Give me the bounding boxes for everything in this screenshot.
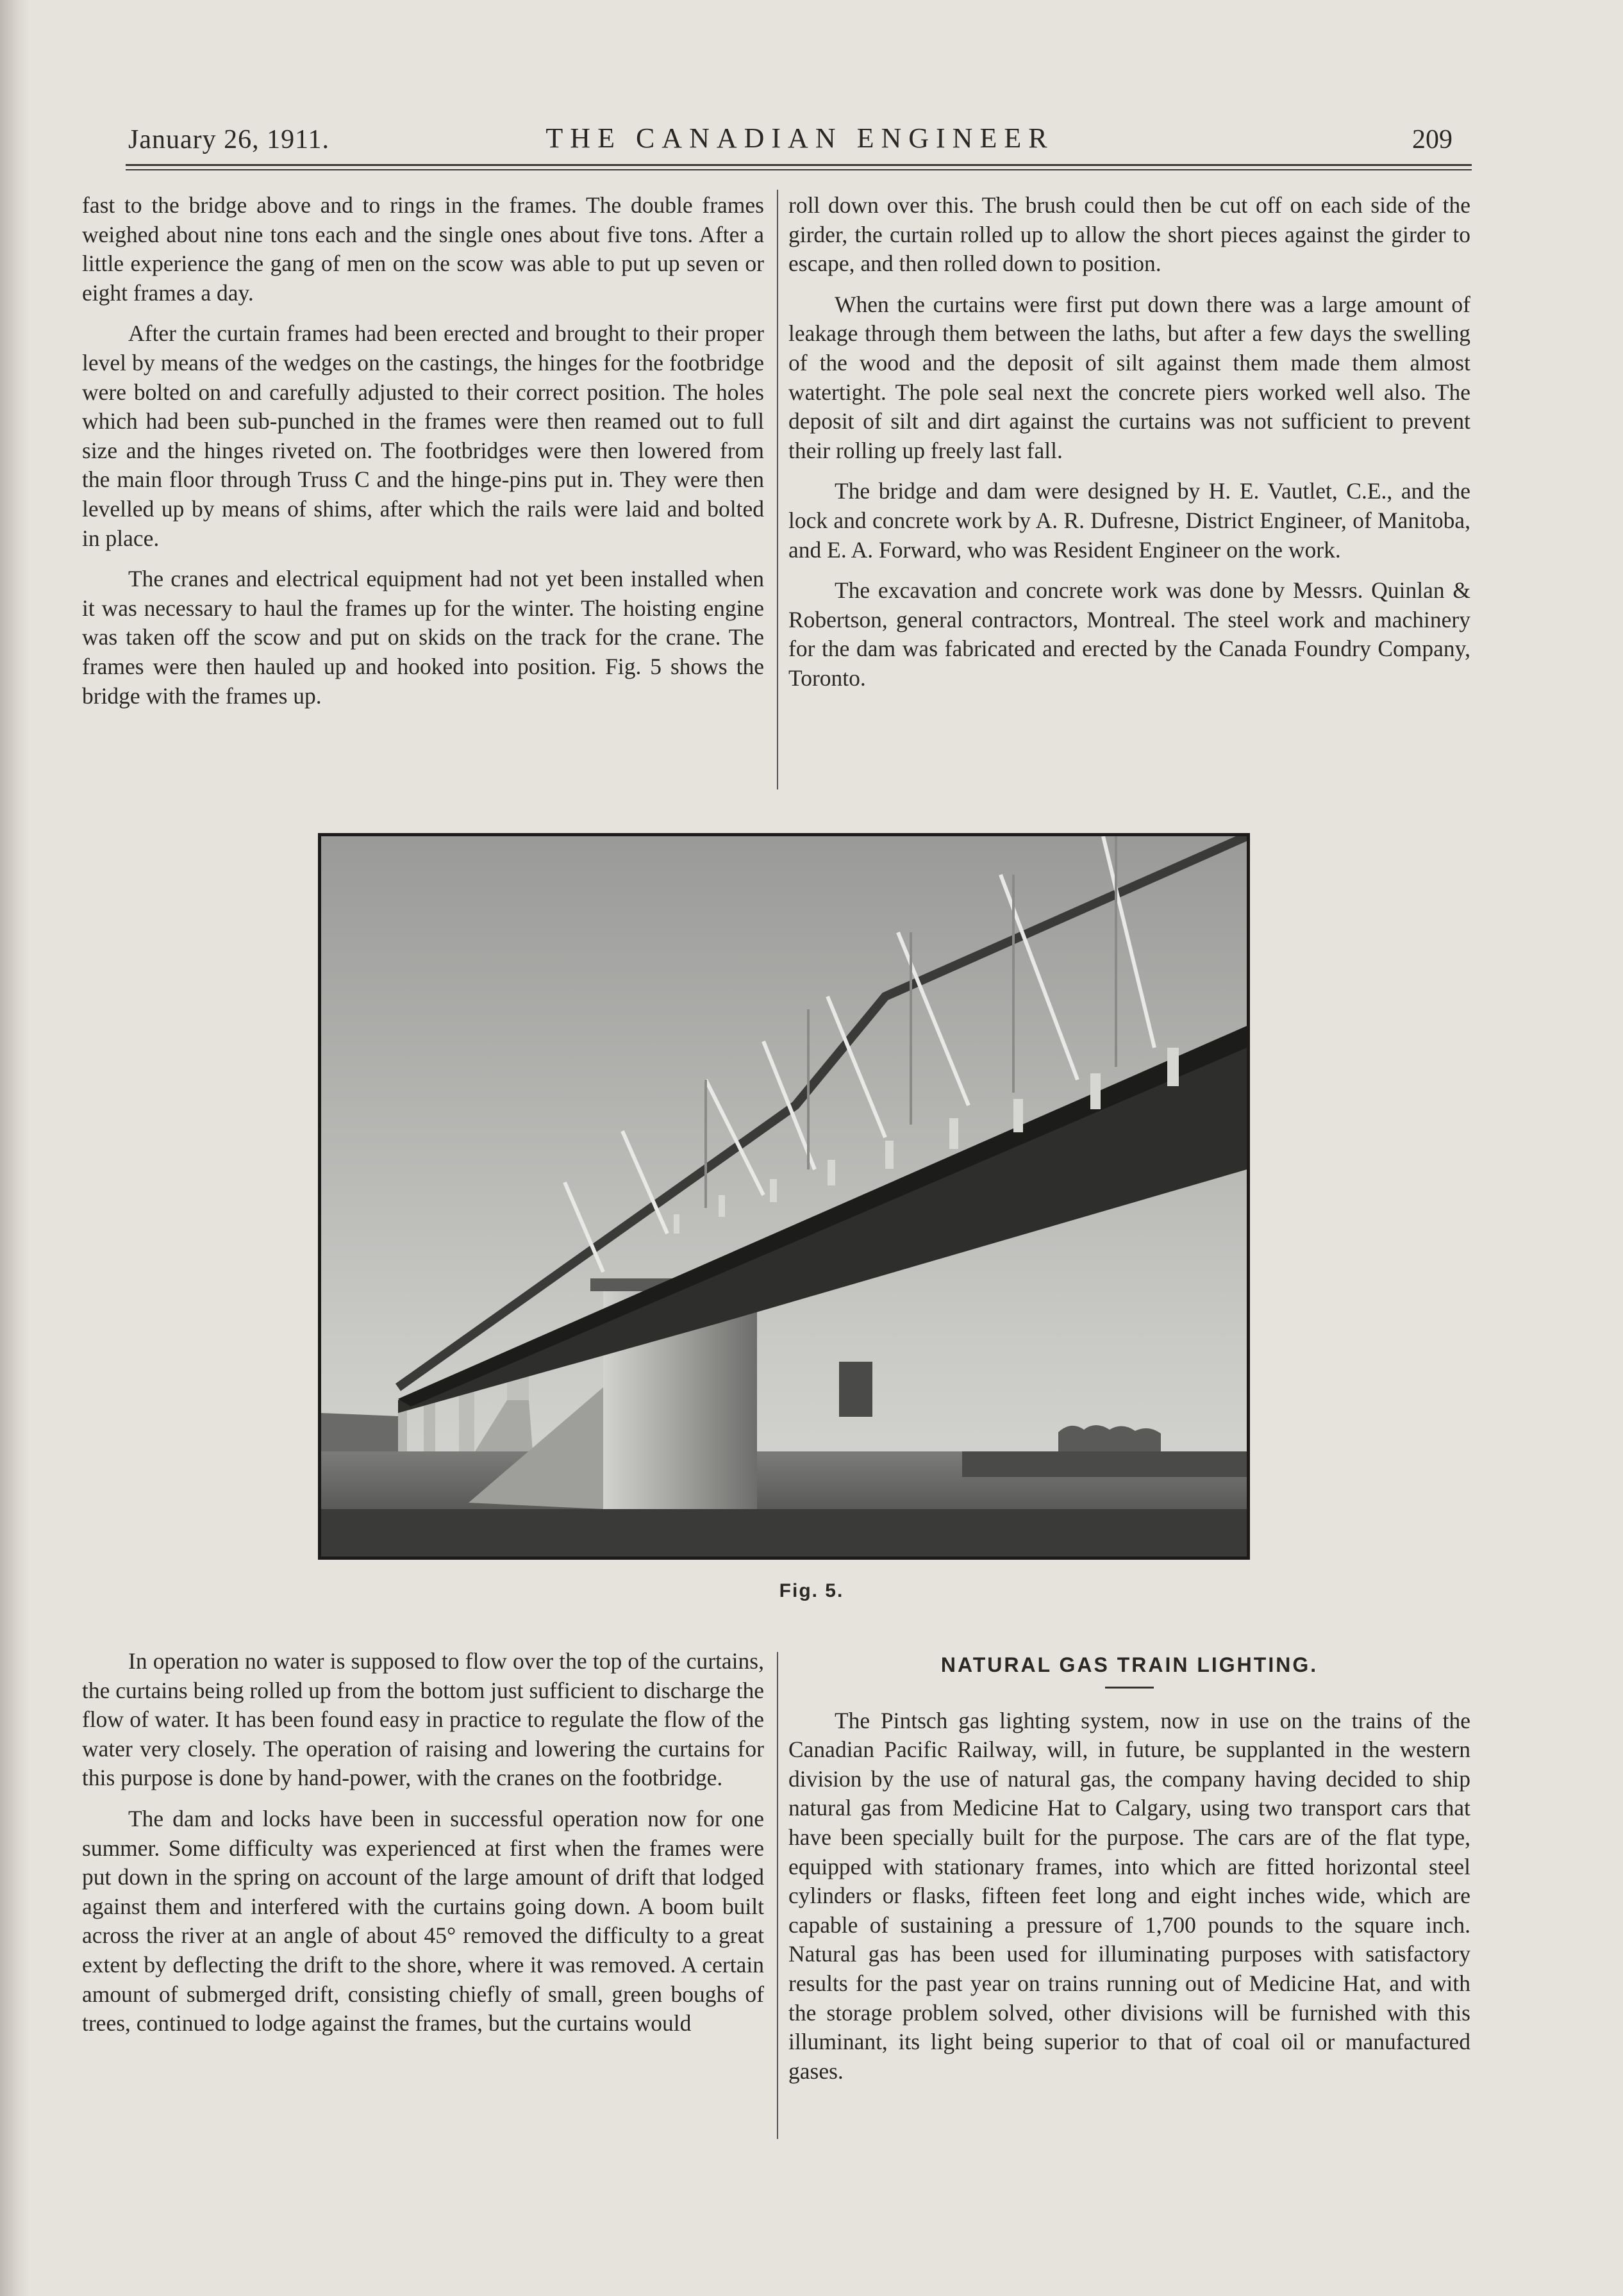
- paragraph: The bridge and dam were designed by H. E. Vautlet, C.E., and the lock and concrete work by A. R. Dufresne, District Engineer, of Manitoba, and E. A. Forward, who was Resident Engineer on the work.: [788, 478, 1470, 563]
- paragraph: When the curtains were first put down there was a large amount of leakage through them between the laths, but after a few days the swelling of the wood and the deposit of silt against them made them almost watertight. The pole seal next the concrete piers worked well also. The deposit of silt and dirt against the curtains was not sufficient to prevent their rolling up freely last fall.: [788, 291, 1470, 463]
- bridge-photograph: [318, 833, 1250, 1560]
- paragraph: After the curtain frames had been erected and brought to their proper level by means of the wedges on the castings, the hinges for the footbridge were bolted on and carefully adjusted to their correct position. The holes which had been sub-punched in the frames were then reamed out to full size and the hinges riveted on. The footbridges were then lowered from the main floor through Truss C and the hinge-pins put in. They were then levelled up by means of shims, after which the rails were laid and bolted in place.: [82, 320, 764, 551]
- article-title: NATURAL GAS TRAIN LIGHTING.: [940, 1653, 1319, 1676]
- paragraph: roll down over this. The brush could then be cut off on each side of the girder, the curtain rolled up to allow the short pieces against the girder to escape, and then rolled down to position.: [788, 192, 1470, 277]
- figure-caption: Fig. 5.: [779, 1580, 844, 1601]
- column-divider: [777, 190, 778, 789]
- bottom-left-column: [82, 1647, 764, 2050]
- title-rule: [1105, 1687, 1154, 1689]
- paragraph: In operation no water is supposed to flow over the top of the curtains, the curtains being rolled up from the bottom just sufficient to discharge the flow of water. It has been found easy in practice to regulate the flow of the water very closely. The operation of raising and lowering the curtains for this purpose is done by hand-power, with the cranes on the footbridge.: [82, 1648, 764, 1791]
- top-right-column: [788, 191, 1470, 705]
- bottom-right-column: [788, 1647, 1470, 2097]
- issue-date: January 26, 1911.: [128, 125, 330, 154]
- paragraph: The dam and locks have been in successful operation now for one summer. Some difficulty was experienced at first when the frames were put down in the spring on account of the large amount of drift that lodged against them and interfered with the curtains going down. A boom built across the river at an angle of about 45° removed the difficulty to a great extent by deflecting the drift to the shore, where it was removed. A certain amount of submerged drift, consisting chiefly of small, green boughs of trees, continued to lodge against the frames, but the curtains would: [82, 1805, 764, 2036]
- column-divider: [777, 1652, 778, 2139]
- header-rule-thin: [126, 169, 1472, 170]
- paragraph: The Pintsch gas lighting system, now in use on the trains of the Canadian Pacific Railway, will, in future, be supplanted in the western division by the use of natural gas, the company having decided to ship natural gas from Medicine Hat to Calgary, using two transport cars that have been specially built for the purpose. The cars are of the flat type, equipped with stationary frames, into which are fitted horizontal steel cylinders or flasks, fifteen feet long and eight inches wide, which are capable of sustaining a pressure of 1,700 pounds to the square inch. Natural gas has been used for illuminating purposes with satisfactory results for the past year on trains running out of Medicine Hat, and with the storage problem solved, other divisions will be furnished with this illuminant, its light being superior to that of coal oil or manufactured gases.: [788, 1707, 1470, 2084]
- top-left-column: [82, 191, 764, 722]
- bridge-photo-illustration: [321, 836, 1247, 1557]
- paragraph: The excavation and concrete work was done by Messrs. Quinlan & Robertson, general contractors, Montreal. The steel work and machinery for the dam was fabricated and erected by the Canada Foundry Company, Toronto.: [788, 577, 1470, 691]
- page-header: [128, 115, 1472, 161]
- paragraph: fast to the bridge above and to rings in the frames. The double frames weighed about nine tons each and the single ones about five tons. After a little experience the gang of men on the scow was able to put up seven or eight frames a day.: [82, 192, 764, 306]
- paragraph: The cranes and electrical equipment had not yet been installed when it was necessary to haul the frames up for the winter. The hoisting engine was taken off the scow and put on skids on the track for the crane. The frames were then hauled up and hooked into position. Fig. 5 shows the bridge with the frames up.: [82, 566, 764, 709]
- journal-title: THE CANADIAN ENGINEER: [545, 122, 1054, 154]
- header-rule: [126, 164, 1472, 166]
- page-number: 209: [1412, 125, 1452, 154]
- page-edge-shadow: [0, 0, 29, 2296]
